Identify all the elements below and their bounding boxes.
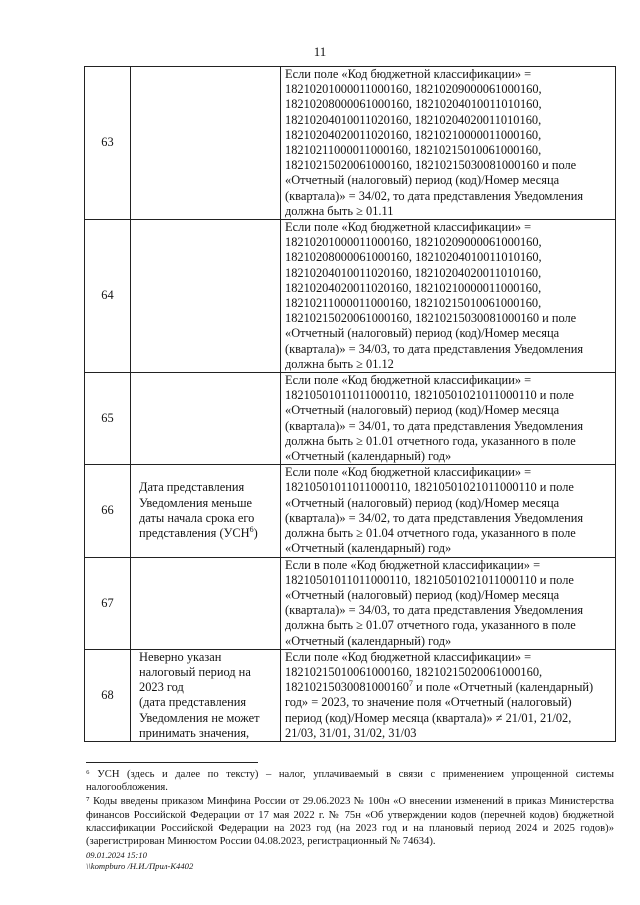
- table-row: [85, 220, 616, 373]
- row-condition: [281, 649, 616, 741]
- condition-line: должна быть ≥ 01.07 отчетного года, указанного в поле: [285, 618, 576, 633]
- condition-line: 18210215020061000160, 18210215030081000160 и поле: [285, 311, 577, 326]
- description-line: Уведомления не может: [139, 710, 260, 725]
- description-line: [139, 526, 276, 541]
- condition-line: Если поле «Код бюджетной классификации» =: [285, 220, 532, 235]
- description-line: 2023 год: [139, 680, 184, 695]
- footnote-7: ⁷ Коды введены приказом Минфина России от 29.06.2023 № 100н «О внесении изменений в приказ Министерства финансов Российской Федерации от 17 мая 2022 г. № 75н «Об утверждении кодов (перечней кодов) бюджетной классификации Российской Федерации на 2023 год (на 2023 год и на плановый период 2024 и 2025 годов)» (зарегистрирован Минюстом России 04.08.2023, регистрационный № 74634).: [86, 796, 614, 848]
- row-description: [131, 649, 281, 741]
- condition-line: 18210208000061000160, 18210204010011010160,: [285, 97, 542, 112]
- footnote-ref: 6: [249, 524, 254, 534]
- row-number: 64: [85, 220, 131, 373]
- table-row: [85, 67, 616, 220]
- condition-line: год» = 2023, то значение поля «Отчетный (налоговый): [285, 695, 572, 710]
- condition-line: (квартала)» = 34/03, то дата представления Уведомления: [285, 603, 584, 618]
- condition-line: 18210204020011020160, 18210210000011000160,: [285, 127, 542, 142]
- condition-line: 18210204020011020160, 18210210000011000160,: [285, 280, 542, 295]
- condition-line: 18210211000011000160, 18210215010061000160,: [285, 296, 542, 311]
- condition-line: (квартала)» = 34/01, то дата представления Уведомления: [285, 418, 584, 433]
- validation-rules-table: [84, 66, 616, 742]
- condition-line: 18210201000011000160, 18210209000061000160,: [285, 235, 542, 250]
- condition-line: 18210201000011000160, 18210209000061000160,: [285, 82, 542, 97]
- condition-line: должна быть ≥ 01.04 отчетного года, указанного в поле: [285, 526, 576, 541]
- condition-line: Если поле «Код бюджетной классификации» =: [285, 465, 532, 480]
- description-text: представления (УСН: [139, 526, 250, 541]
- condition-line: «Отчетный (налоговый) период (код)/Номер месяца: [285, 326, 560, 341]
- description-line: принимать значения,: [139, 725, 250, 740]
- description-line: даты начала срока его: [139, 510, 255, 525]
- condition-line: «Отчетный (налоговый) период (код)/Номер месяца: [285, 403, 560, 418]
- row-number: 68: [85, 649, 131, 741]
- stamp-date: 09.01.2024 15:10: [86, 850, 147, 860]
- condition-line: 18210204010011020160, 18210204020011010160,: [285, 112, 542, 127]
- condition-text: и поле «Отчетный (календарный): [416, 680, 594, 695]
- condition-line: Если поле «Код бюджетной классификации» =: [285, 373, 532, 388]
- condition-line: должна быть ≥ 01.11: [285, 203, 394, 218]
- condition-line: «Отчетный (календарный) год»: [285, 541, 452, 556]
- row-description: [131, 465, 281, 557]
- condition-line: 18210215010061000160, 18210215020061000160,: [285, 664, 543, 679]
- row-description: [131, 67, 281, 220]
- table-row: [85, 465, 616, 557]
- description-line: (дата представления: [139, 695, 247, 710]
- row-number: 63: [85, 67, 131, 220]
- condition-line: (квартала)» = 34/02, то дата представления Уведомления: [285, 510, 584, 525]
- condition-line: должна быть ≥ 01.01 отчетного года, указанного в поле: [285, 433, 576, 448]
- condition-line: «Отчетный (налоговый) период (код)/Номер месяца: [285, 173, 560, 188]
- description-line: налоговый период на: [139, 664, 251, 679]
- row-number: 66: [85, 465, 131, 557]
- condition-line: 18210204010011020160, 18210204020011010160,: [285, 265, 542, 280]
- description-line: Неверно указан: [139, 649, 222, 664]
- footnote-6: ⁶ УСН (здесь и далее по тексту) – налог, уплачиваемый в связи с применением упрощенной системы налогообложения.: [86, 769, 614, 794]
- print-stamp: [86, 850, 193, 872]
- condition-text: 18210215030081000160: [285, 680, 409, 695]
- row-condition: [281, 557, 616, 649]
- table-row: [85, 373, 616, 465]
- condition-line: «Отчетный (календарный) год»: [285, 449, 452, 464]
- description-text: ): [253, 526, 258, 541]
- condition-line: 18210215020061000160, 18210215030081000160 и поле: [285, 158, 577, 173]
- stamp-path: \\kompburo /Н.И./Прил-К4402: [86, 861, 194, 871]
- condition-line: должна быть ≥ 01.12: [285, 356, 394, 371]
- condition-line: [285, 680, 611, 695]
- footnotes: [86, 768, 614, 849]
- condition-line: «Отчетный (календарный) год»: [285, 633, 452, 648]
- condition-line: «Отчетный (налоговый) период (код)/Номер месяца: [285, 495, 560, 510]
- condition-line: 18210208000061000160, 18210204010011010160,: [285, 250, 542, 265]
- footnote-ref: 7: [408, 679, 413, 688]
- row-condition: [281, 220, 616, 373]
- condition-line: 18210501011011000110, 18210501021011000110 и поле: [285, 480, 574, 495]
- condition-line: 18210501011011000110, 18210501021011000110 и поле: [285, 388, 574, 403]
- row-condition: [281, 465, 616, 557]
- table-row: [85, 649, 616, 741]
- description-line: Уведомления меньше: [139, 495, 252, 510]
- condition-line: период (код)/Номер месяца (квартала)» ≠ 21/01, 21/02,: [285, 710, 572, 725]
- condition-line: Если в поле «Код бюджетной классификации» =: [285, 557, 541, 572]
- condition-line: 21/03, 31/01, 31/02, 31/03: [285, 725, 417, 740]
- row-condition: [281, 373, 616, 465]
- condition-line: (квартала)» = 34/03, то дата представления Уведомления: [285, 341, 584, 356]
- row-number: 67: [85, 557, 131, 649]
- condition-line: 18210211000011000160, 18210215010061000160,: [285, 143, 542, 158]
- table-row: [85, 557, 616, 649]
- page-number: 11: [313, 44, 327, 59]
- row-description: [131, 557, 281, 649]
- row-description: [131, 220, 281, 373]
- condition-line: «Отчетный (налоговый) период (код)/Номер месяца: [285, 587, 560, 602]
- row-description: [131, 373, 281, 465]
- row-condition: [281, 67, 616, 220]
- description-line: Дата представления: [139, 480, 245, 495]
- footnote-divider: [86, 762, 258, 763]
- row-number: 65: [85, 373, 131, 465]
- condition-line: Если поле «Код бюджетной классификации» =: [285, 67, 532, 81]
- condition-line: 18210501011011000110, 18210501021011000110 и поле: [285, 572, 574, 587]
- condition-line: Если поле «Код бюджетной классификации» =: [285, 649, 532, 664]
- condition-line: (квартала)» = 34/02, то дата представления Уведомления: [285, 188, 584, 203]
